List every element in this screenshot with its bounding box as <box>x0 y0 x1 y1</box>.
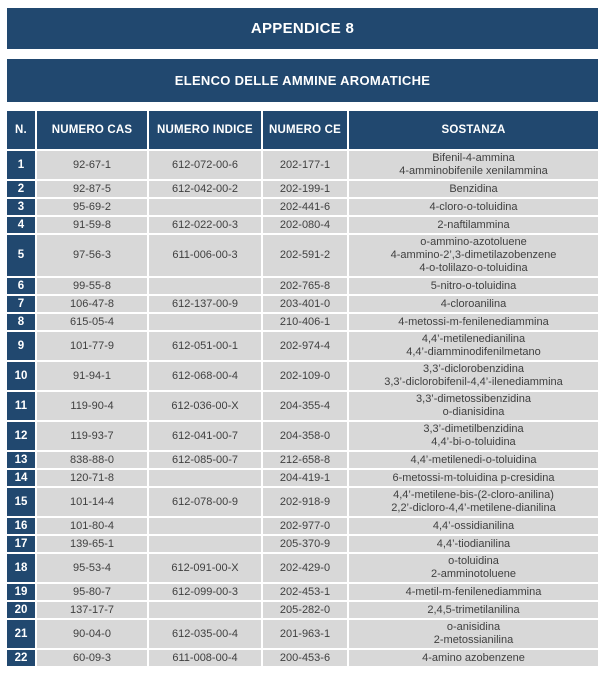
ce-cell: 201-963-1 <box>263 620 347 648</box>
sostanza-line: o-anisidina <box>446 621 501 633</box>
sostanza-cell <box>349 217 598 233</box>
row-number: 20 <box>7 602 35 618</box>
indice-cell: 612-036-00-X <box>149 392 261 420</box>
indice-cell: 612-022-00-3 <box>149 217 261 233</box>
table-header <box>7 111 598 149</box>
row-number: 12 <box>7 422 35 450</box>
table-row <box>7 602 598 618</box>
cas-cell: 615-05-4 <box>37 314 147 330</box>
indice-cell: 612-091-00-X <box>149 554 261 582</box>
cas-cell: 101-80-4 <box>37 518 147 534</box>
ce-cell: 205-370-9 <box>263 536 347 552</box>
ce-cell: 202-109-0 <box>263 362 347 390</box>
table-body <box>7 151 598 666</box>
row-number: 3 <box>7 199 35 215</box>
column-header-sostanza: SOSTANZA <box>349 111 598 149</box>
indice-cell <box>149 314 261 330</box>
ce-cell: 202-765-8 <box>263 278 347 294</box>
cas-cell: 95-69-2 <box>37 199 147 215</box>
row-number: 18 <box>7 554 35 582</box>
appendix-title: APPENDICE 8 <box>7 8 598 49</box>
indice-cell: 612-078-00-9 <box>149 488 261 516</box>
ce-cell: 202-974-4 <box>263 332 347 360</box>
table-row <box>7 151 598 179</box>
indice-cell: 612-051-00-1 <box>149 332 261 360</box>
indice-cell <box>149 602 261 618</box>
ce-cell: 210-406-1 <box>263 314 347 330</box>
indice-cell <box>149 199 261 215</box>
ce-cell: 204-358-0 <box>263 422 347 450</box>
sostanza-cell <box>349 650 598 666</box>
indice-cell: 612-035-00-4 <box>149 620 261 648</box>
sostanza-line: o-ammino-azotoluene <box>420 236 527 248</box>
sostanza-line: 4,4’-bi-o-toluidina <box>431 436 516 448</box>
sostanza-line: 4-amino azobenzene <box>422 651 525 664</box>
sostanza-line: 4-cloro-o-toluidina <box>429 200 518 213</box>
sostanza-line: 2-amminotoluene <box>431 568 516 580</box>
cas-cell: 106-47-8 <box>37 296 147 312</box>
row-number: 10 <box>7 362 35 390</box>
ce-cell: 200-453-6 <box>263 650 347 666</box>
ce-cell: 212-658-8 <box>263 452 347 468</box>
cas-cell: 137-17-7 <box>37 602 147 618</box>
row-number: 1 <box>7 151 35 179</box>
cas-cell: 119-93-7 <box>37 422 147 450</box>
indice-cell: 612-042-00-2 <box>149 181 261 197</box>
column-header-ce: NUMERO CE <box>263 111 347 149</box>
indice-cell <box>149 518 261 534</box>
sostanza-line: 3,3’-dimetilbenzidina <box>423 423 524 435</box>
sostanza-cell <box>349 554 598 582</box>
cas-cell: 95-53-4 <box>37 554 147 582</box>
sostanza-line: 4,4’-diamminodifenilmetano <box>406 346 541 358</box>
table-row <box>7 392 598 420</box>
row-number: 11 <box>7 392 35 420</box>
table-row <box>7 518 598 534</box>
list-subtitle: ELENCO DELLE AMMINE AROMATICHE <box>7 59 598 102</box>
ce-cell: 203-401-0 <box>263 296 347 312</box>
sostanza-line: Bifenil-4-ammina <box>432 152 515 164</box>
cas-cell: 92-87-5 <box>37 181 147 197</box>
indice-cell <box>149 536 261 552</box>
sostanza-cell <box>349 314 598 330</box>
ce-cell: 202-080-4 <box>263 217 347 233</box>
sostanza-line: 4,4’-metilenedi-o-toluidina <box>410 453 537 466</box>
row-number: 9 <box>7 332 35 360</box>
amine-table <box>5 109 600 668</box>
sostanza-line: 4,4’-tiodianilina <box>436 537 511 550</box>
cas-cell: 97-56-3 <box>37 235 147 276</box>
ce-cell: 202-199-1 <box>263 181 347 197</box>
ce-cell: 202-918-9 <box>263 488 347 516</box>
ce-cell: 202-591-2 <box>263 235 347 276</box>
cas-cell: 90-04-0 <box>37 620 147 648</box>
row-number: 15 <box>7 488 35 516</box>
indice-cell <box>149 278 261 294</box>
cas-cell: 92-67-1 <box>37 151 147 179</box>
sostanza-line: 4-metossi-m-fenilenediammina <box>398 315 549 328</box>
table-row <box>7 332 598 360</box>
sostanza-cell <box>349 181 598 197</box>
cas-cell: 99-55-8 <box>37 278 147 294</box>
sostanza-line: 4,4’-ossidianilina <box>432 519 515 532</box>
indice-cell: 611-006-00-3 <box>149 235 261 276</box>
row-number: 5 <box>7 235 35 276</box>
ce-cell: 202-453-1 <box>263 584 347 600</box>
sostanza-line: 4-cloroanilina <box>440 297 507 310</box>
table-row <box>7 650 598 666</box>
header-row <box>7 111 598 149</box>
ce-cell: 202-441-6 <box>263 199 347 215</box>
sostanza-cell <box>349 584 598 600</box>
cas-cell: 119-90-4 <box>37 392 147 420</box>
table-row <box>7 452 598 468</box>
sostanza-cell <box>349 199 598 215</box>
sostanza-cell <box>349 392 598 420</box>
indice-cell: 612-068-00-4 <box>149 362 261 390</box>
row-number: 21 <box>7 620 35 648</box>
indice-cell: 612-072-00-6 <box>149 151 261 179</box>
sostanza-cell <box>349 602 598 618</box>
cas-cell: 101-14-4 <box>37 488 147 516</box>
row-number: 2 <box>7 181 35 197</box>
row-number: 13 <box>7 452 35 468</box>
sostanza-cell <box>349 362 598 390</box>
sostanza-cell <box>349 332 598 360</box>
sostanza-line: 3,3’-dimetossibenzidina <box>416 393 531 405</box>
table-row <box>7 314 598 330</box>
sostanza-line: 2-metossianilina <box>433 634 514 646</box>
table-row <box>7 620 598 648</box>
table-row <box>7 422 598 450</box>
table-row <box>7 181 598 197</box>
cas-cell: 60-09-3 <box>37 650 147 666</box>
sostanza-cell <box>349 452 598 468</box>
cas-cell: 91-94-1 <box>37 362 147 390</box>
sostanza-cell <box>349 235 598 276</box>
indice-cell: 612-041-00-7 <box>149 422 261 450</box>
ce-cell: 202-977-0 <box>263 518 347 534</box>
table-row <box>7 488 598 516</box>
amine-table-wrapper <box>5 109 600 668</box>
sostanza-cell <box>349 488 598 516</box>
indice-cell: 611-008-00-4 <box>149 650 261 666</box>
cas-cell: 91-59-8 <box>37 217 147 233</box>
sostanza-cell <box>349 620 598 648</box>
table-row <box>7 470 598 486</box>
sostanza-line: 5-nitro-o-toluidina <box>430 279 517 292</box>
ce-cell: 204-355-4 <box>263 392 347 420</box>
sostanza-cell <box>349 470 598 486</box>
sostanza-cell <box>349 536 598 552</box>
sostanza-cell <box>349 278 598 294</box>
indice-cell: 612-099-00-3 <box>149 584 261 600</box>
table-row <box>7 362 598 390</box>
row-number: 4 <box>7 217 35 233</box>
sostanza-line: 3,3’-diclorobenzidina <box>423 363 524 375</box>
row-number: 6 <box>7 278 35 294</box>
sostanza-cell <box>349 422 598 450</box>
table-row <box>7 278 598 294</box>
row-number: 14 <box>7 470 35 486</box>
sostanza-line: 6-metossi-m-toluidina p-cresidina <box>392 471 555 484</box>
table-row <box>7 217 598 233</box>
sostanza-line: o-toluidina <box>448 555 499 567</box>
table-row <box>7 554 598 582</box>
row-number: 7 <box>7 296 35 312</box>
column-header-indice: NUMERO INDICE <box>149 111 261 149</box>
cas-cell: 101-77-9 <box>37 332 147 360</box>
ce-cell: 204-419-1 <box>263 470 347 486</box>
indice-cell: 612-085-00-7 <box>149 452 261 468</box>
table-row <box>7 235 598 276</box>
ce-cell: 205-282-0 <box>263 602 347 618</box>
sostanza-line: 4-ammino-2’,3-dimetilazobenzene <box>390 249 557 261</box>
table-row <box>7 584 598 600</box>
cas-cell: 95-80-7 <box>37 584 147 600</box>
row-number: 17 <box>7 536 35 552</box>
sostanza-line: 3,3’-diclorobifenil-4,4’-ilenediammina <box>384 376 563 388</box>
ce-cell: 202-177-1 <box>263 151 347 179</box>
sostanza-line: 4-metil-m-fenilenediammina <box>405 585 542 598</box>
column-header-n: N. <box>7 111 35 149</box>
row-number: 8 <box>7 314 35 330</box>
sostanza-cell <box>349 296 598 312</box>
cas-cell: 139-65-1 <box>37 536 147 552</box>
sostanza-line: o-dianisidina <box>442 406 505 418</box>
cas-cell: 120-71-8 <box>37 470 147 486</box>
sostanza-line: 2-naftilammina <box>437 218 510 231</box>
sostanza-line: 2,4,5-trimetilanilina <box>427 603 520 616</box>
sostanza-line: 4,4’-metilenedianilina <box>421 333 526 345</box>
sostanza-line: Benzidina <box>449 182 498 195</box>
sostanza-line: 4,4’-metilene-bis-(2-cloro-anilina) <box>393 489 554 501</box>
sostanza-cell <box>349 518 598 534</box>
sostanza-line: 2,2’-dicloro-4,4’-metilene-dianilina <box>391 502 556 514</box>
ce-cell: 202-429-0 <box>263 554 347 582</box>
column-header-cas: NUMERO CAS <box>37 111 147 149</box>
row-number: 19 <box>7 584 35 600</box>
indice-cell <box>149 470 261 486</box>
row-number: 22 <box>7 650 35 666</box>
cas-cell: 838-88-0 <box>37 452 147 468</box>
indice-cell: 612-137-00-9 <box>149 296 261 312</box>
sostanza-line: 4-o-tolilazo-o-toluidina <box>419 262 528 274</box>
table-row <box>7 199 598 215</box>
table-row <box>7 536 598 552</box>
table-row <box>7 296 598 312</box>
sostanza-cell <box>349 151 598 179</box>
row-number: 16 <box>7 518 35 534</box>
sostanza-line: 4-amminobifenile xenilammina <box>399 165 548 177</box>
